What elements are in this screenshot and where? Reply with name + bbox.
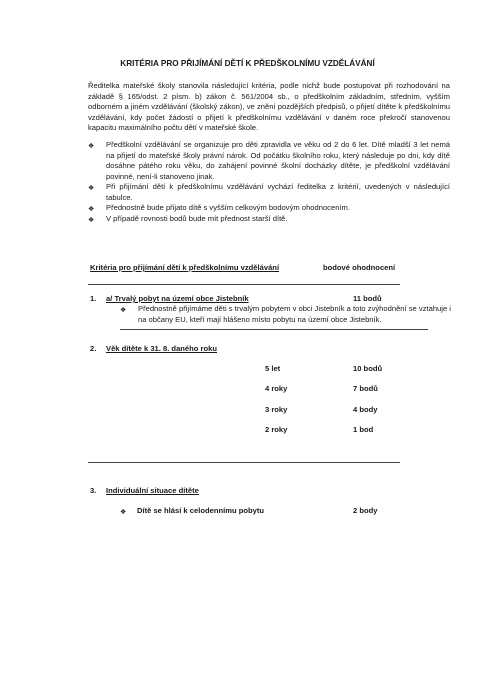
section-number: 1. (90, 294, 97, 303)
divider (120, 329, 428, 330)
bullet-icon: ❖ (88, 183, 95, 192)
bullet-icon: ❖ (120, 507, 127, 516)
divider (88, 462, 400, 463)
section-note: Přednostně přijímáme děti s trvalým pobytem v obci Jistebník a toto zvýhodnění se vztahuje i na občany EU, kteří mají hlášeno místo pobytu na území obce Jistebník. (138, 304, 451, 324)
age-points: 4 body (353, 405, 378, 414)
section-number: 3. (90, 486, 97, 495)
section-points: 11 bodů (353, 294, 382, 303)
points-header: bodové ohodnocení (323, 263, 396, 272)
bullet-icon: ❖ (88, 215, 95, 224)
bullet-icon: ❖ (88, 141, 95, 150)
situation-item: Dítě se hlásí k celodennímu pobytu (137, 506, 265, 515)
bullet-icon: ❖ (120, 305, 127, 314)
intro-paragraph: Ředitelka mateřské školy stanovila následující kritéria, podle nichž bude postupovat při rozhodování na základě § 165/odst. 2 písm. b) zákon č. 561/2004 sb., o předškolním základním, středním, vyšším odborném a jiném vzdělávání (školský zákon), ve znění pozdějších předpisů, o přijetí dítěte k předškolnímu vzdělávání, kdy počet žádostí o přijetí k předškolnímu vzdělávání v daném roce překročí stanovenou kapacitu maximálního počtu dětí v mateřské škole. (88, 81, 450, 133)
section-label: Věk dítěte k 31. 8. daného roku (106, 344, 217, 353)
bullet-text: V případě rovnosti bodů bude mít přednost starší dítě. (106, 214, 288, 223)
age-points: 7 bodů (353, 384, 378, 393)
divider (88, 284, 400, 285)
bullet-text: Předškolní vzdělávání se organizuje pro děti zpravidla ve věku od 2 do 6 let. Dítě mladší 3 let nemá na přijetí do mateřské školy právní nárok. Od počátku školního roku, který následuje po dni, kdy dítě dosáhne pátého roku věku, do zahájení povinné školní docházky dítěte, je předškolní vzdělávání povinné, není-li stanoveno jinak. (106, 140, 450, 181)
section-label: Individuální situace dítěte (106, 486, 199, 495)
section-label: a/ Trvalý pobyt na území obce Jistebník (106, 294, 249, 303)
age-points: 10 bodů (353, 364, 383, 373)
age-label: 3 roky (265, 405, 288, 414)
criteria-header: Kritéria pro přijímání dětí k předškolnímu vzdělávání (90, 263, 280, 272)
bullet-icon: ❖ (88, 204, 95, 213)
age-points: 1 bod (353, 425, 374, 434)
age-label: 5 let (265, 364, 281, 373)
situation-points: 2 body (353, 506, 378, 515)
age-label: 4 roky (265, 384, 288, 393)
bullet-text: Při přijímání dětí k předškolnímu vzdělávání vychází ředitelka z kritérií, uvedených v následující tabulce. (106, 182, 450, 202)
page-title: KRITÉRIA PRO PŘIJÍMÁNÍ DĚTÍ K PŘEDŠKOLNÍMU VZDĚLÁVÁNÍ (120, 59, 375, 68)
section-number: 2. (90, 344, 97, 353)
age-label: 2 roky (265, 425, 288, 434)
bullet-text: Přednostně bude přijato dítě s vyšším celkovým bodovým ohodnocením. (106, 203, 350, 212)
